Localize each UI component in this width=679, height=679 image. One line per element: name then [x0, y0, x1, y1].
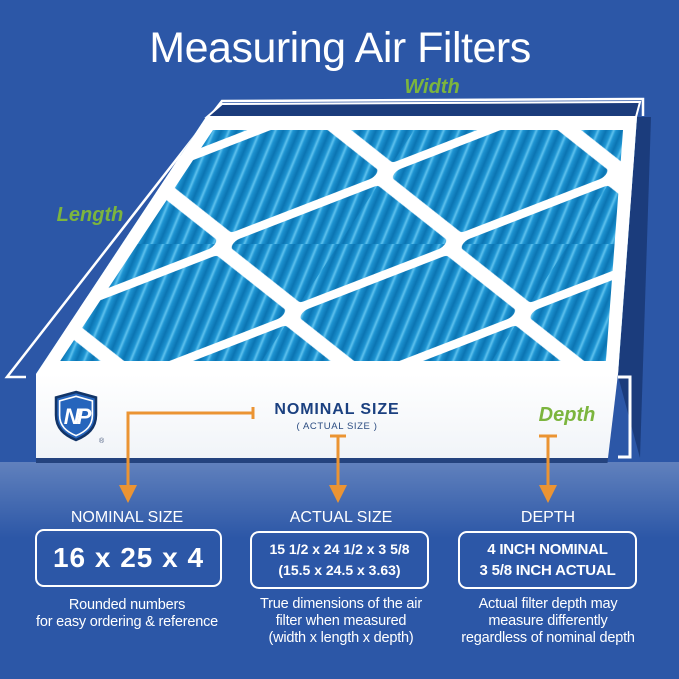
actual-size-box [250, 531, 429, 589]
nominal-size-description [36, 597, 218, 631]
band-nominal-size-label: NOMINAL SIZE [274, 401, 400, 418]
depth-actual-value: 3 5/8 INCH ACTUAL [479, 562, 616, 579]
depth-nominal-value: 4 INCH NOMINAL [487, 541, 608, 558]
filter-back-edge [207, 102, 640, 117]
description-line: for easy ordering & reference [36, 614, 218, 630]
description-line: True dimensions of the air [260, 596, 422, 612]
width-label: Width [404, 76, 460, 98]
description-line: Rounded numbers [68, 597, 186, 613]
description-line: (width x length x depth) [268, 630, 414, 646]
page-title: Measuring Air Filters [149, 24, 531, 72]
nominal-size-value: 16 x 25 x 4 [52, 542, 205, 573]
actual-size-decimal: (15.5 x 24.5 x 3.63) [278, 562, 401, 578]
depth-label: Depth [538, 404, 596, 426]
depth-box [458, 531, 637, 589]
actual-size-description [260, 596, 422, 647]
logo-text: NP [63, 404, 89, 429]
depth-header: DEPTH [520, 509, 576, 526]
length-label: Length [56, 204, 124, 226]
nominal-size-header: NOMINAL SIZE [70, 509, 184, 526]
nominal-size-box [35, 529, 222, 587]
actual-size-value: 15 1/2 x 24 1/2 x 3 5/8 [269, 541, 410, 557]
description-line: filter when measured [275, 613, 407, 629]
actual-size-header: ACTUAL SIZE [289, 509, 393, 526]
band-actual-size-label: ( ACTUAL SIZE ) [296, 421, 378, 432]
frame-bottom-edge [36, 458, 608, 463]
description-line: Actual filter depth may [478, 596, 618, 612]
depth-description [461, 596, 635, 647]
registered-mark: ® [99, 438, 105, 445]
description-line: measure differently [488, 613, 608, 629]
description-line: regardless of nominal depth [461, 630, 635, 646]
